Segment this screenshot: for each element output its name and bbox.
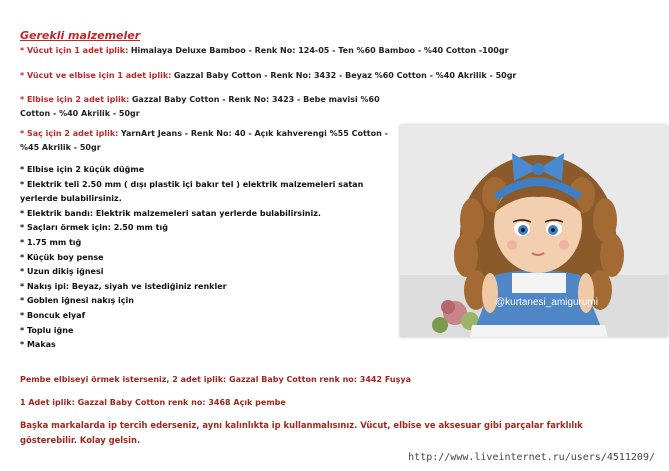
advice-note: Başka markalarda ip tercih ederseniz, aynı kalınlıkta ip kullanmalısınız. Vücut, elbise ve aksesuar gibi parçalar farklılık gösterebilir. Kolay gelsin.	[20, 420, 583, 445]
yarn-detail: Gazzal Baby Cotton - Renk No: 3432 - Beyaz %60 Cotton - %40 Akrilik - 50gr	[173, 71, 517, 80]
list-item: * Boncuk elyaf	[20, 310, 86, 320]
yarn-line-dress	[20, 93, 400, 121]
list-item: * Nakış ipi: Beyaz, siyah ve istediğiniz renkler	[20, 281, 227, 291]
list-item: * Elektrik teli 2.50 mm ( dışı plastik içi bakır tel ) elektrik malzemeleri satan	[20, 179, 364, 189]
yarn-detail: Gazzal Baby Cotton - Renk No: 3423 - Bebe mavisi %60	[131, 95, 380, 104]
yarn-detail: Himalaya Deluxe Bamboo - Renk No: 124-05 - Ten %60 Bamboo - %40 Cotton -100gr	[130, 46, 509, 55]
footer-url: http://www.liveinternet.ru/users/4511209/	[408, 452, 655, 463]
watermark-text: @kurtanesi_amigurumi	[495, 297, 598, 308]
yarn-detail-cont: %45 Akrilik - 50gr	[20, 143, 101, 152]
list-item: * 1.75 mm tığ	[20, 237, 82, 247]
yarn-label: * Saç için 2 adet iplik:	[20, 129, 119, 138]
pink-dress-note: Pembe elbiseyi örmek isterseniz, 2 adet iplik: Gazzal Baby Cotton renk no: 3442 Fuşya	[20, 375, 411, 384]
list-item: * Toplu iğne	[20, 325, 74, 335]
doll-photo	[400, 125, 668, 337]
yarn-label: * Elbise için 2 adet iplik:	[20, 95, 130, 104]
yarn-detail-cont: Cotton - %40 Akrilik - 50gr	[20, 109, 140, 118]
yarn-label: * Vücut için 1 adet iplik:	[20, 46, 129, 55]
doll-illustration	[400, 125, 668, 337]
list-item: yerlerde bulabilirsiniz.	[20, 194, 122, 204]
list-item: * Makas	[20, 340, 56, 350]
list-item: * Elektrik bandı: Elektrik malzemeleri satan yerlerde bulabilirsiniz.	[20, 208, 321, 218]
yarn-detail: YarnArt Jeans - Renk No: 40 - Açık kahverengi %55 Cotton -	[120, 129, 388, 138]
yarn-line-body	[20, 44, 509, 58]
yarn-line-body-dress	[20, 69, 516, 83]
list-item: * Uzun dikiş iğnesi	[20, 267, 104, 277]
yarn-label: * Vücut ve elbise için 1 adet iplik:	[20, 71, 172, 80]
list-item: * Saçları örmek için: 2.50 mm tığ	[20, 223, 168, 233]
yarn-line-hair	[20, 127, 400, 155]
list-item: * Goblen iğnesi nakış için	[20, 296, 134, 306]
section-title: Gerekli malzemeler	[20, 29, 141, 42]
materials-list	[20, 163, 410, 353]
list-item: * Elbise için 2 küçük düğme	[20, 165, 145, 174]
list-item: * Küçük boy pense	[20, 252, 104, 262]
light-pink-note: 1 Adet iplik: Gazzal Baby Cotton renk no: 3468 Açık pembe	[20, 398, 286, 407]
